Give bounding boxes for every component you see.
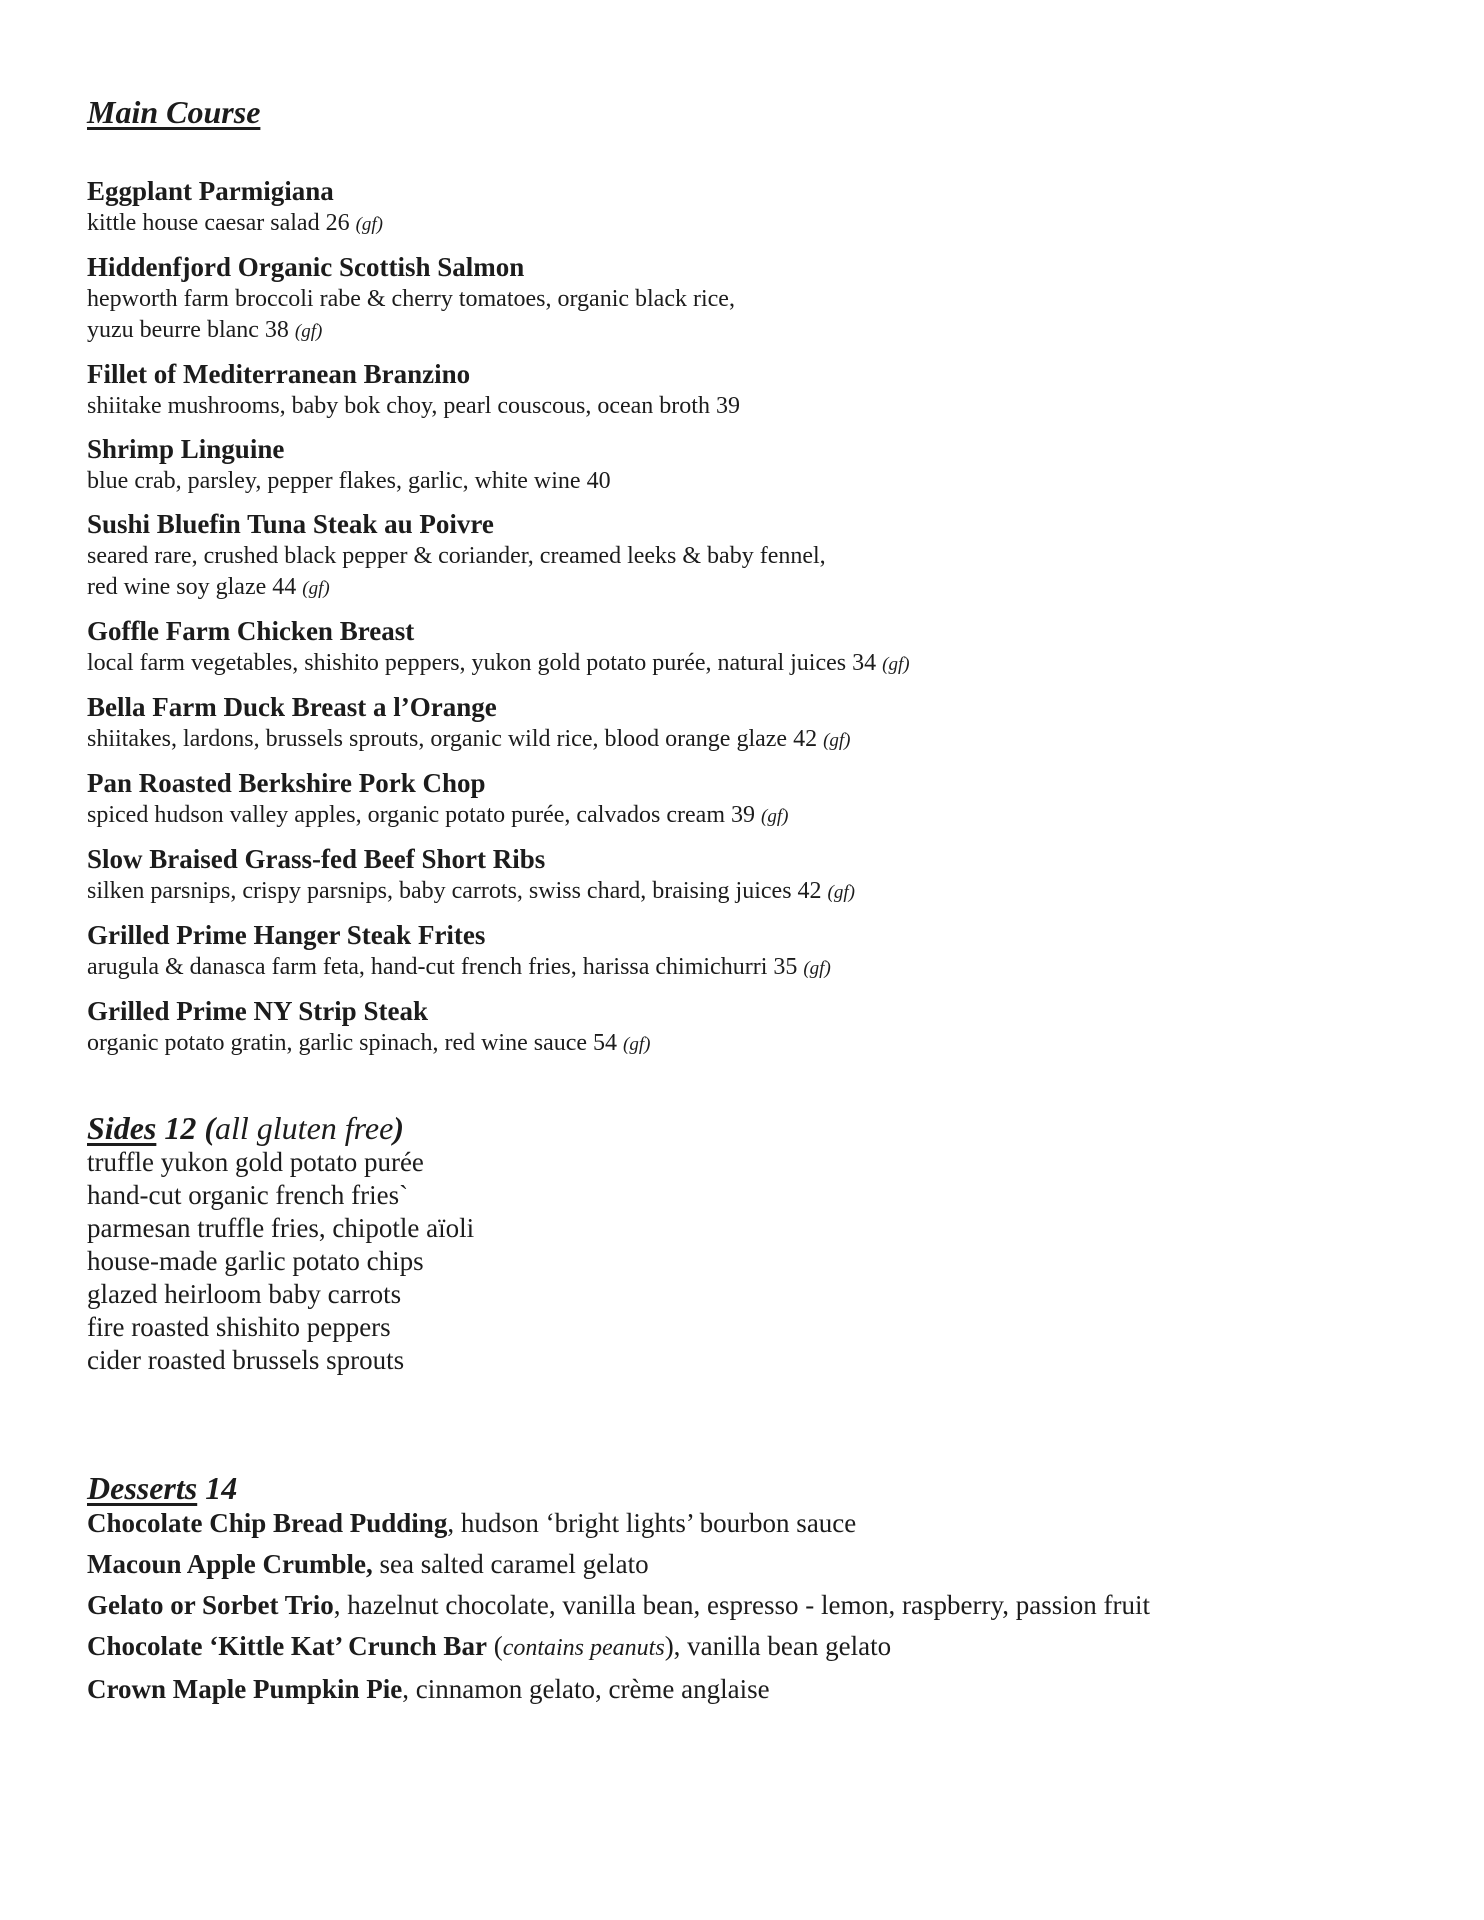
- gluten-free-tag: (gf): [803, 958, 831, 979]
- gluten-free-tag: (gf): [355, 214, 384, 235]
- item-description: shiitakes, lardons, brussels sprouts, organic wild rice, blood orange glaze 42 (gf): [87, 726, 851, 752]
- item-name: Sushi Bluefin Tuna Steak au Poivre: [87, 509, 494, 539]
- item-name: Goffle Farm Chicken Breast: [87, 616, 415, 646]
- menu-item: [87, 691, 1187, 756]
- gluten-free-tag: (gf): [827, 882, 855, 903]
- gluten-free-tag: (gf): [294, 321, 323, 342]
- menu-item: [87, 433, 1187, 497]
- item-name: Grilled Prime Hanger Steak Frites: [87, 920, 486, 950]
- dessert-name: Crown Maple Pumpkin Pie: [87, 1674, 403, 1704]
- item-name: Hiddenfjord Organic Scottish Salmon: [87, 252, 525, 282]
- side-item: house-made garlic potato chips: [87, 1246, 424, 1276]
- item-name: Pan Roasted Berkshire Pork Chop: [87, 768, 486, 798]
- item-description: arugula & danasca farm feta, hand-cut french fries, harissa chimichurri 35 (gf): [87, 954, 831, 980]
- allergen-note: contains peanuts: [502, 1635, 665, 1661]
- side-item: fire roasted shishito peppers: [87, 1312, 391, 1342]
- menu-item: [87, 615, 1187, 680]
- item-name: Grilled Prime NY Strip Steak: [87, 996, 428, 1026]
- menu-item: [87, 251, 1187, 347]
- menu-item: [87, 995, 1187, 1060]
- dessert-item: Chocolate ‘Kittle Kat’ Crunch Bar (contains peanuts), vanilla bean gelato: [87, 1631, 892, 1661]
- main-course-list: [87, 175, 1187, 1071]
- menu-item: [87, 919, 1187, 984]
- item-name: Slow Braised Grass-fed Beef Short Ribs: [87, 844, 546, 874]
- side-item: cider roasted brussels sprouts: [87, 1345, 405, 1375]
- item-name: Bella Farm Duck Breast a l’Orange: [87, 692, 497, 722]
- side-item: truffle yukon gold potato purée: [87, 1147, 424, 1177]
- dessert-item: Chocolate Chip Bread Pudding, hudson ‘bright lights’ bourbon sauce: [87, 1508, 857, 1538]
- menu-item: [87, 175, 1187, 240]
- item-description: organic potato gratin, garlic spinach, red wine sauce 54 (gf): [87, 1030, 651, 1056]
- menu-item: [87, 358, 1187, 422]
- main-course-title: Main Course: [87, 94, 261, 130]
- gluten-free-tag: (gf): [761, 806, 789, 827]
- side-item: glazed heirloom baby carrots: [87, 1279, 402, 1309]
- dessert-name: Chocolate ‘Kittle Kat’ Crunch Bar: [87, 1631, 487, 1661]
- dessert-item: Crown Maple Pumpkin Pie, cinnamon gelato, crème anglaise: [87, 1674, 770, 1704]
- dessert-name: Macoun Apple Crumble,: [87, 1549, 373, 1579]
- item-name: Fillet of Mediterranean Branzino: [87, 359, 471, 389]
- side-item: parmesan truffle fries, chipotle aïoli: [87, 1213, 475, 1243]
- dessert-name: Gelato or Sorbet Trio: [87, 1590, 334, 1620]
- menu-item: [87, 767, 1187, 832]
- gluten-free-tag: (gf): [623, 1034, 651, 1055]
- gluten-free-tag: (gf): [882, 654, 910, 675]
- item-description: hepworth farm broccoli rabe & cherry tomatoes, organic black rice, yuzu beurre blanc 38 (gf): [87, 286, 735, 343]
- menu-item: [87, 843, 1187, 908]
- dessert-item: Macoun Apple Crumble, sea salted caramel gelato: [87, 1549, 649, 1579]
- item-description: kittle house caesar salad 26 (gf): [87, 210, 384, 236]
- dessert-name: Chocolate Chip Bread Pudding: [87, 1508, 448, 1538]
- gluten-free-tag: (gf): [302, 578, 330, 599]
- sides-list: [87, 1146, 474, 1377]
- item-description: shiitake mushrooms, baby bok choy, pearl couscous, ocean broth 39: [87, 393, 740, 419]
- item-name: Eggplant Parmigiana: [87, 176, 334, 206]
- item-description: silken parsnips, crispy parsnips, baby carrots, swiss chard, braising juices 42 (gf): [87, 878, 855, 904]
- dessert-item: Gelato or Sorbet Trio, hazelnut chocolate, vanilla bean, espresso - lemon, raspberry, passion fruit: [87, 1590, 1150, 1620]
- item-description: local farm vegetables, shishito peppers, yukon gold potato purée, natural juices 34 (gf): [87, 650, 910, 676]
- side-item: hand-cut organic french fries`: [87, 1180, 409, 1210]
- item-description: spiced hudson valley apples, organic potato purée, calvados cream 39 (gf): [87, 802, 789, 828]
- desserts-title: Desserts 14: [87, 1470, 238, 1506]
- gluten-free-tag: (gf): [823, 730, 851, 751]
- item-description: blue crab, parsley, pepper flakes, garlic, white wine 40: [87, 468, 611, 494]
- menu-item: [87, 508, 1187, 604]
- sides-title: Sides 12 (all gluten free): [87, 1110, 404, 1146]
- item-description: seared rare, crushed black pepper & coriander, creamed leeks & baby fennel, red wine soy glaze 44 (gf): [87, 543, 826, 600]
- item-name: Shrimp Linguine: [87, 434, 285, 464]
- desserts-list: [87, 1503, 1150, 1710]
